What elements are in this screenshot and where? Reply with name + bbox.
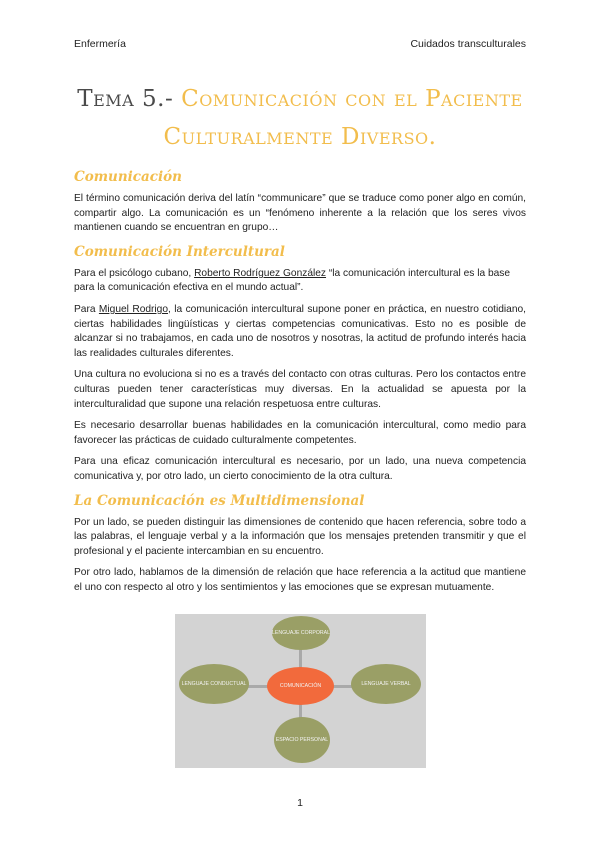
paragraph: Es necesario desarrollar buenas habilidades en la comunicación intercultural, como medio para favorecer las prácticas de cuidado culturalmente competentes. xyxy=(74,420,526,446)
node-lenguaje-verbal xyxy=(351,664,421,704)
paragraph: El término comunicación deriva del latín “communicare” que se traduce como poner algo en común, compartir algo. La comunicación es un “fenómeno inherente a la relación que los seres vivos mantienen cuando se encuentran en grupo… xyxy=(74,193,526,234)
header-subject: Enfermería xyxy=(74,38,126,50)
node-lenguaje-corporal xyxy=(272,616,330,650)
text-span: Para el psicólogo cubano, xyxy=(74,267,195,279)
section-intercultural xyxy=(74,243,526,485)
title-lead: Tema 5.- xyxy=(77,86,174,112)
paragraph: Para una eficaz comunicación intercultural es necesario, por un lado, una nueva competencia comunicativa y, por otro lado, un cierto conocimiento de la otra cultura. xyxy=(74,456,526,482)
communication-diagram xyxy=(175,614,426,768)
node-label: LENGUAJE CONDUCTUAL xyxy=(181,680,247,687)
page-number: 1 xyxy=(297,797,303,809)
page-title xyxy=(0,80,600,156)
node-label: LENGUAJE VERBAL xyxy=(361,680,411,687)
paragraph: Una cultura no evoluciona si no es a través del contacto con otras culturas. Pero los contactos entre culturas pueden tener características muy diversas. En la actualidad se apuesta por la interculturalidad que supone una relación respetuosa entre culturas. xyxy=(74,369,526,410)
paragraph xyxy=(74,267,526,296)
document-body xyxy=(74,168,526,602)
section-comunicacion xyxy=(74,168,526,236)
heading-intercultural: Comunicación Intercultural xyxy=(74,243,285,260)
title-text: Comunicación con el Paciente Culturalmente Diverso. xyxy=(163,86,523,150)
node-label: COMUNICACIÓN xyxy=(279,682,322,689)
heading-comunicacion: Comunicación xyxy=(74,169,182,185)
node-label: LENGUAJE CORPORAL xyxy=(272,629,330,636)
paragraph: Por un lado, se pueden distinguir las dimensiones de contenido que hacen referencia, sobre todo a las palabras, el lenguaje verbal y a la información que los mensajes pretenden transmitir y que el profesional y el paciente intercambian en su encuentro. xyxy=(74,516,526,557)
text-span: “la comunicación intercultural es la base para la comunicación efectiva en el mundo actual”. xyxy=(74,267,511,294)
paragraph: Por otro lado, hablamos de la dimensión de relación que hace referencia a la actitud que mantiene el uno con respecto al otro y los sentimientos y las emociones que se expresan mutuamente. xyxy=(74,567,526,593)
text-span: Para xyxy=(74,303,99,315)
author-link-miguel[interactable]: Miguel Rodrigo xyxy=(98,303,169,315)
page-header xyxy=(74,38,526,52)
node-comunicacion xyxy=(267,667,334,705)
paragraph xyxy=(74,303,526,361)
header-course: Cuidados transculturales xyxy=(410,38,526,50)
heading-multidimensional: La Comunicación es Multidimensional xyxy=(74,492,365,509)
node-label: ESPACIO PERSONAL xyxy=(275,736,329,743)
author-link-roberto[interactable]: Roberto Rodríguez González xyxy=(194,267,327,279)
section-multidimensional xyxy=(74,492,526,596)
node-espacio-personal xyxy=(274,717,330,763)
node-lenguaje-conductual xyxy=(179,664,249,704)
text-span: , la comunicación intercultural supone poner en práctica, en nuestro cotidiano, ciertas habilidades lingüísticas y ciertas competencias comunicativas. Esto no es posible de alcanzar si no trabajamos, en cada uno de nosotros y nosotras, la actitud de profundo interés hacia las realidades culturales diferentes. xyxy=(74,303,526,359)
